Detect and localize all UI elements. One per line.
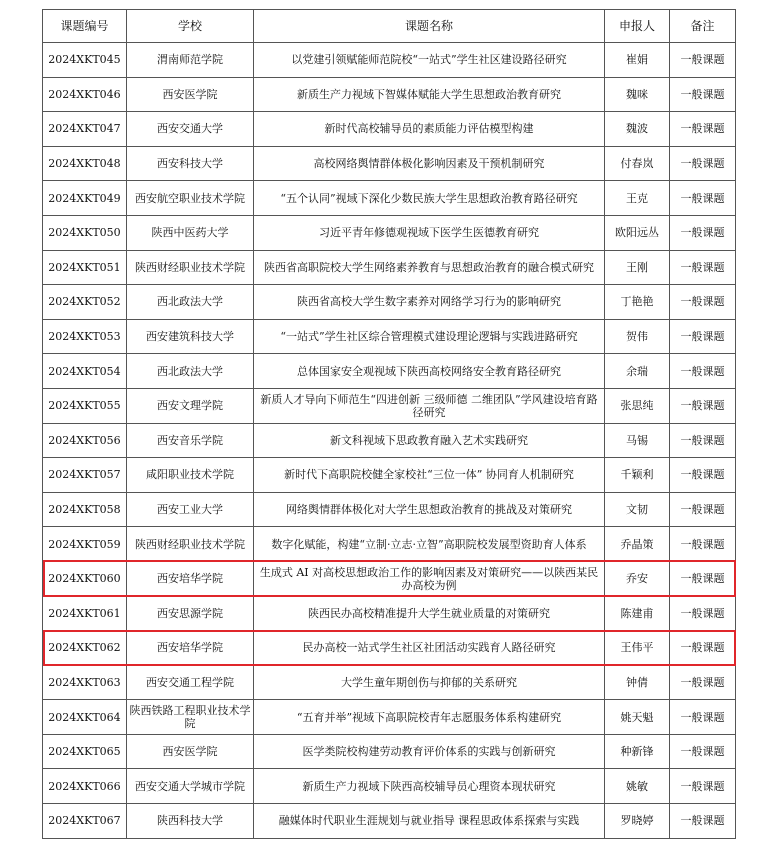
cell-title: 陕西民办高校精准提升大学生就业质量的对策研究: [254, 596, 605, 631]
table-body: [43, 43, 736, 839]
table-row: [43, 285, 736, 320]
cell-school: 西安航空职业技术学院: [127, 181, 254, 216]
cell-code: 2024XKT052: [43, 285, 127, 320]
table-row: [43, 250, 736, 285]
cell-applicant: 文韧: [605, 492, 670, 527]
table-row: [43, 527, 736, 562]
cell-code: 2024XKT058: [43, 492, 127, 527]
cell-remark: 一般课题: [670, 665, 736, 700]
cell-school: 陕西铁路工程职业技术学院: [127, 700, 254, 735]
cell-title: “五个认同”视域下深化少数民族大学生思想政治教育路径研究: [254, 181, 605, 216]
cell-applicant: 崔娟: [605, 43, 670, 78]
cell-school: 西安文理学院: [127, 388, 254, 423]
cell-title: 医学类院校构建劳动教育评价体系的实践与创新研究: [254, 734, 605, 769]
cell-code: 2024XKT066: [43, 769, 127, 804]
table-row: [43, 561, 736, 596]
cell-applicant: 王克: [605, 181, 670, 216]
header-applicant: 申报人: [605, 10, 670, 43]
cell-applicant: 魏咪: [605, 77, 670, 112]
cell-title: 民办高校一站式学生社区社团活动实践育人路径研究: [254, 631, 605, 666]
cell-code: 2024XKT065: [43, 734, 127, 769]
cell-school: 西北政法大学: [127, 285, 254, 320]
table-row: [43, 492, 736, 527]
cell-applicant: 王伟平: [605, 631, 670, 666]
table-row: [43, 596, 736, 631]
cell-title: 高校网络舆情群体极化影响因素及干预机制研究: [254, 146, 605, 181]
table-row: [43, 215, 736, 250]
cell-title: 新质生产力视域下陕西高校辅导员心理资本现状研究: [254, 769, 605, 804]
table-row: [43, 631, 736, 666]
cell-code: 2024XKT057: [43, 458, 127, 493]
table-row: [43, 112, 736, 147]
cell-title: 网络舆情群体极化对大学生思想政治教育的挑战及对策研究: [254, 492, 605, 527]
cell-applicant: 魏波: [605, 112, 670, 147]
cell-applicant: 钟倩: [605, 665, 670, 700]
cell-applicant: 余瑞: [605, 354, 670, 389]
cell-school: 西安医学院: [127, 734, 254, 769]
cell-remark: 一般课题: [670, 804, 736, 839]
cell-code: 2024XKT063: [43, 665, 127, 700]
cell-remark: 一般课题: [670, 527, 736, 562]
table-row: [43, 458, 736, 493]
table-row: [43, 804, 736, 839]
cell-code: 2024XKT056: [43, 423, 127, 458]
cell-code: 2024XKT054: [43, 354, 127, 389]
header-code: 课题编号: [43, 10, 127, 43]
cell-applicant: 乔晶策: [605, 527, 670, 562]
cell-title: 新质人才导向下师范生“四进创新 三级师德 二维团队”学风建设培育路径研究: [254, 388, 605, 423]
cell-school: 渭南师范学院: [127, 43, 254, 78]
cell-title: 新时代高校辅导员的素质能力评估模型构建: [254, 112, 605, 147]
table-row: [43, 734, 736, 769]
cell-remark: 一般课题: [670, 388, 736, 423]
cell-school: 陕西科技大学: [127, 804, 254, 839]
cell-title: 陕西省高校大学生数字素养对网络学习行为的影响研究: [254, 285, 605, 320]
cell-title: 陕西省高职院校大学生网络素养教育与思想政治教育的融合模式研究: [254, 250, 605, 285]
cell-title: 习近平青年修德观视域下医学生医德教育研究: [254, 215, 605, 250]
table-row: [43, 181, 736, 216]
cell-code: 2024XKT060: [43, 561, 127, 596]
cell-applicant: 贺伟: [605, 319, 670, 354]
cell-title: 新时代下高职院校健全家校社“三位一体” 协同育人机制研究: [254, 458, 605, 493]
cell-applicant: 千颖利: [605, 458, 670, 493]
table-row: [43, 319, 736, 354]
cell-school: 西安科技大学: [127, 146, 254, 181]
cell-remark: 一般课题: [670, 631, 736, 666]
cell-title: 新质生产力视域下智媒体赋能大学生思想政治教育研究: [254, 77, 605, 112]
cell-school: 陕西财经职业技术学院: [127, 527, 254, 562]
table-row: [43, 43, 736, 78]
cell-code: 2024XKT048: [43, 146, 127, 181]
cell-code: 2024XKT051: [43, 250, 127, 285]
cell-school: 西安培华学院: [127, 631, 254, 666]
table-row: [43, 146, 736, 181]
cell-applicant: 种新锋: [605, 734, 670, 769]
table-header-row: [43, 10, 736, 43]
cell-code: 2024XKT047: [43, 112, 127, 147]
cell-code: 2024XKT050: [43, 215, 127, 250]
cell-school: 西北政法大学: [127, 354, 254, 389]
cell-title: 新文科视域下思政教育融入艺术实践研究: [254, 423, 605, 458]
cell-remark: 一般课题: [670, 734, 736, 769]
cell-code: 2024XKT045: [43, 43, 127, 78]
cell-remark: 一般课题: [670, 700, 736, 735]
table-row: [43, 77, 736, 112]
cell-title: 以党建引领赋能师范院校“一站式”学生社区建设路径研究: [254, 43, 605, 78]
cell-remark: 一般课题: [670, 250, 736, 285]
cell-school: 西安音乐学院: [127, 423, 254, 458]
project-table-sheet: [42, 9, 735, 839]
cell-applicant: 姚天魁: [605, 700, 670, 735]
cell-school: 西安医学院: [127, 77, 254, 112]
cell-applicant: 罗晓婷: [605, 804, 670, 839]
table-row: [43, 423, 736, 458]
cell-code: 2024XKT055: [43, 388, 127, 423]
cell-title: 数字化赋能，构建“立制·立志·立智”高职院校发展型资助育人体系: [254, 527, 605, 562]
cell-school: 西安交通工程学院: [127, 665, 254, 700]
cell-remark: 一般课题: [670, 112, 736, 147]
cell-remark: 一般课题: [670, 43, 736, 78]
cell-code: 2024XKT061: [43, 596, 127, 631]
cell-applicant: 马锡: [605, 423, 670, 458]
cell-applicant: 张思纯: [605, 388, 670, 423]
cell-remark: 一般课题: [670, 319, 736, 354]
cell-code: 2024XKT053: [43, 319, 127, 354]
cell-title: 融媒体时代职业生涯规划与就业指导 课程思政体系探索与实践: [254, 804, 605, 839]
cell-applicant: 姚敏: [605, 769, 670, 804]
cell-code: 2024XKT064: [43, 700, 127, 735]
header-school: 学校: [127, 10, 254, 43]
cell-remark: 一般课题: [670, 561, 736, 596]
cell-remark: 一般课题: [670, 458, 736, 493]
cell-title: 总体国家安全观视域下陕西高校网络安全教育路径研究: [254, 354, 605, 389]
cell-school: 西安交通大学: [127, 112, 254, 147]
cell-school: 西安工业大学: [127, 492, 254, 527]
cell-school: 西安思源学院: [127, 596, 254, 631]
cell-applicant: 丁艳艳: [605, 285, 670, 320]
header-remark: 备注: [670, 10, 736, 43]
cell-school: 西安建筑科技大学: [127, 319, 254, 354]
cell-remark: 一般课题: [670, 423, 736, 458]
cell-title: 生成式 AI 对高校思想政治工作的影响因素及对策研究——以陕西某民办高校为例: [254, 561, 605, 596]
table-row: [43, 354, 736, 389]
cell-remark: 一般课题: [670, 215, 736, 250]
cell-school: 咸阳职业技术学院: [127, 458, 254, 493]
cell-title: “五育并举”视域下高职院校青年志愿服务体系构建研究: [254, 700, 605, 735]
cell-code: 2024XKT046: [43, 77, 127, 112]
cell-applicant: 王刚: [605, 250, 670, 285]
cell-applicant: 乔安: [605, 561, 670, 596]
cell-remark: 一般课题: [670, 181, 736, 216]
cell-remark: 一般课题: [670, 77, 736, 112]
cell-school: 陕西财经职业技术学院: [127, 250, 254, 285]
table-row: [43, 665, 736, 700]
cell-applicant: 陈建甫: [605, 596, 670, 631]
cell-remark: 一般课题: [670, 492, 736, 527]
table-row: [43, 700, 736, 735]
cell-code: 2024XKT049: [43, 181, 127, 216]
cell-title: 大学生童年期创伤与抑郁的关系研究: [254, 665, 605, 700]
project-table: [42, 9, 736, 839]
cell-applicant: 欧阳远丛: [605, 215, 670, 250]
cell-applicant: 付春岚: [605, 146, 670, 181]
cell-title: “一站式”学生社区综合管理模式建设理论逻辑与实践进路研究: [254, 319, 605, 354]
cell-school: 西安交通大学城市学院: [127, 769, 254, 804]
cell-remark: 一般课题: [670, 146, 736, 181]
cell-code: 2024XKT062: [43, 631, 127, 666]
cell-remark: 一般课题: [670, 596, 736, 631]
header-title: 课题名称: [254, 10, 605, 43]
cell-code: 2024XKT067: [43, 804, 127, 839]
cell-remark: 一般课题: [670, 769, 736, 804]
cell-school: 陕西中医药大学: [127, 215, 254, 250]
cell-remark: 一般课题: [670, 285, 736, 320]
cell-remark: 一般课题: [670, 354, 736, 389]
table-row: [43, 769, 736, 804]
cell-code: 2024XKT059: [43, 527, 127, 562]
table-row: [43, 388, 736, 423]
cell-school: 西安培华学院: [127, 561, 254, 596]
